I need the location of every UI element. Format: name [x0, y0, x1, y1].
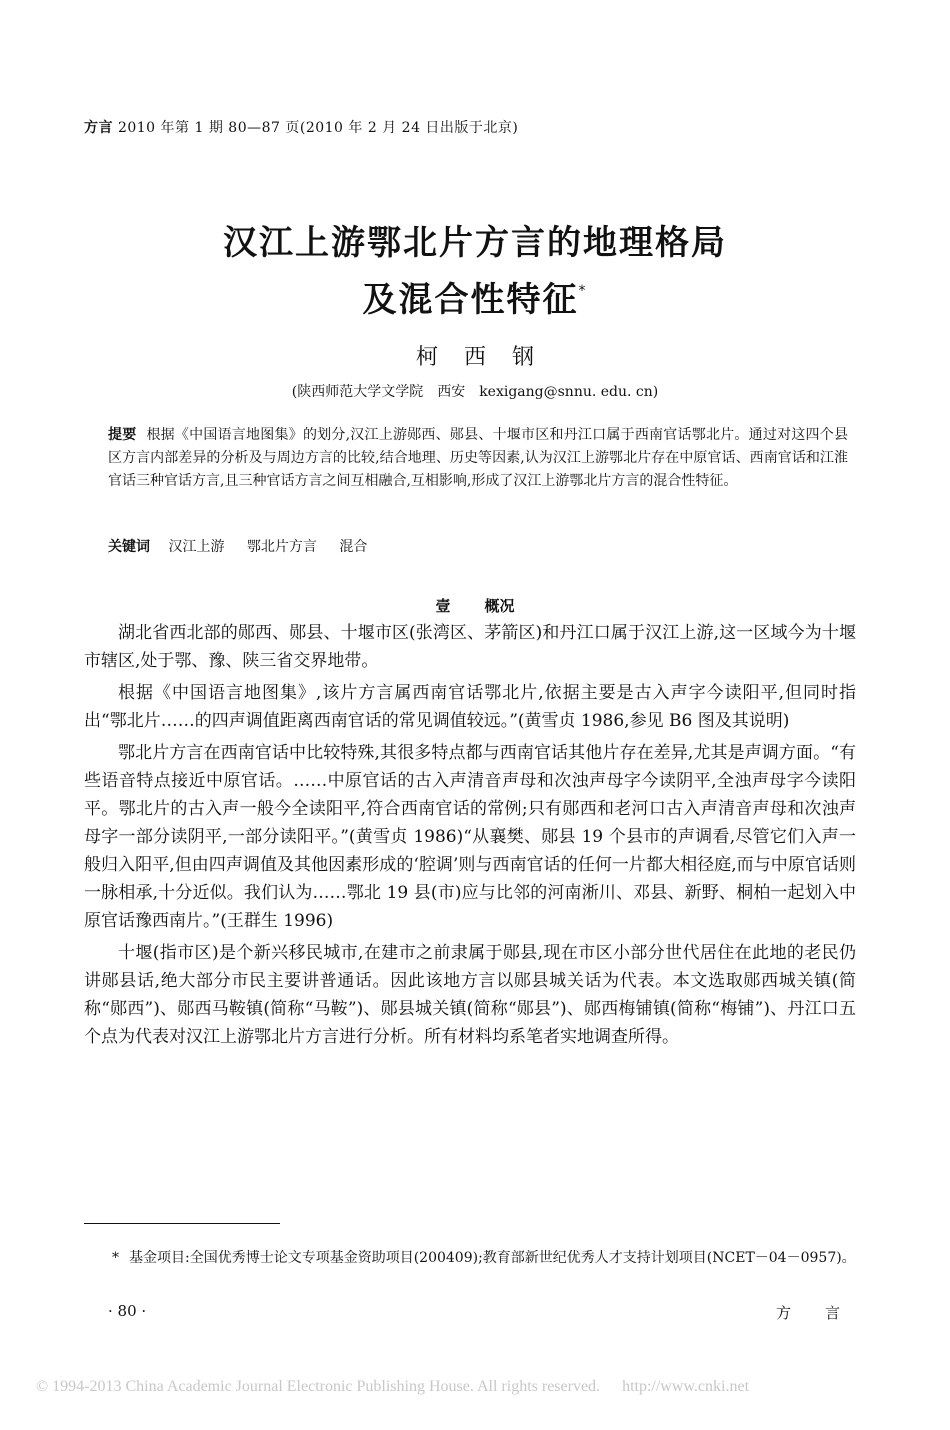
copyright-notice	[36, 1378, 749, 1396]
body-paragraph: 十堰(指市区)是个新兴移民城市,在建市之前隶属于郧县,现在市区小部分世代居住在此地的老民仍讲郧县话,绝大部分市民主要讲普通话。因此该地方言以郧县城关话为代表。本文选取郧西城关镇(简称“郧西”)、郧西马鞍镇(简称“马鞍”)、郧县城关镇(简称“郧县”)、郧西梅铺镇(简称“梅铺”)、丹江口五个点为代表对汉江上游鄂北片方言进行分析。所有材料均系笔者实地调查所得。	[84, 943, 856, 1047]
section-heading	[0, 595, 950, 616]
footnote	[84, 1246, 856, 1270]
page-number: · 80 ·	[108, 1302, 147, 1320]
footer-journal-name: 方言	[776, 1304, 875, 1322]
footnote-text: 基金项目:全国优秀博士论文专项基金资助项目(200409);教育部新世纪优秀人才支持计划项目(NCET－04－0957)。	[129, 1250, 856, 1266]
running-header	[84, 117, 518, 137]
article-title-line-2-text: 及混合性特征	[362, 280, 579, 320]
abstract-label: 提要	[108, 427, 137, 443]
keyword: 鄂北片方言	[246, 539, 317, 555]
copyright-text: © 1994-2013 China Academic Journal Electronic Publishing House. All rights reserved.	[36, 1378, 601, 1395]
keyword: 混合	[339, 539, 368, 555]
section-number: 壹	[435, 597, 451, 615]
title-footnote-mark: *	[578, 283, 588, 299]
author-name: 柯西钢	[415, 345, 560, 370]
keywords-label: 关键词	[108, 539, 150, 555]
article-title-line-2	[0, 272, 950, 321]
body-paragraph: 湖北省西北部的郧西、郧县、十堰市区(张湾区、茅箭区)和丹江口属于汉江上游,这一区域今为十堰市辖区,处于鄂、豫、陕三省交界地带。	[84, 623, 856, 671]
body-paragraph: 根据《中国语言地图集》,该片方言属西南官话鄂北片,依据主要是古入声字今读阳平,但同时指出“鄂北片……的四声调值距离西南官话的常见调值较远。”(黄雪贞 1986,参见 B6 图及其说明)	[84, 683, 856, 731]
keyword: 汉江上游	[168, 539, 225, 555]
header-journal-name: 方言	[84, 120, 113, 136]
body-text	[84, 619, 856, 1055]
section-title: 概况	[484, 597, 515, 615]
author-affiliation: (陕西师范大学文学院 西安 kexigang@snnu. edu. cn)	[291, 384, 659, 400]
keywords	[108, 536, 385, 556]
article-title-line-1: 汉江上游鄂北片方言的地理格局	[223, 223, 727, 263]
footnote-mark: *	[112, 1250, 119, 1266]
abstract	[108, 424, 848, 493]
header-citation: 2010 年第 1 期 80—87 页(2010 年 2 月 24 日出版于北京)	[113, 120, 519, 136]
footnote-divider	[84, 1223, 280, 1224]
body-paragraph: 鄂北片方言在西南官话中比较特殊,其很多特点都与西南官话其他片存在差异,尤其是声调方面。“有些语音特点接近中原官话。……中原官话的古入声清音声母和次浊声母字今读阴平,全浊声母字今读阳平。鄂北片的古入声一般今全读阳平,符合西南官话的常例;只有郧西和老河口古入声清音声母和次浊声母字一部分读阴平,一部分读阳平。”(黄雪贞 1986)“从襄樊、郧县 19 个县市的声调看,尽管它们入声一般归入阳平,但由四声调值及其他因素形成的‘腔调’则与西南官话的任何一片都大相径庭,而与中原官话则一脉相承,十分近似。我们认为……鄂北 19 县(市)应与比邻的河南淅川、邓县、新野、桐柏一起划入中原官话豫西南片。”(王群生 1996)	[84, 743, 856, 931]
abstract-text: 根据《中国语言地图集》的划分,汉江上游郧西、郧县、十堰市区和丹江口属于西南官话鄂北片。通过对这四个县区方言内部差异的分析及与周边方言的比较,结合地理、历史等因素,认为汉江上游鄂北片存在中原官话、西南官话和江淮官话三种官话方言,且三种官话方言之间互相融合,互相影响,形成了汉江上游鄂北片方言的混合性特征。	[108, 427, 848, 489]
copyright-url: http://www.cnki.net	[622, 1378, 750, 1395]
